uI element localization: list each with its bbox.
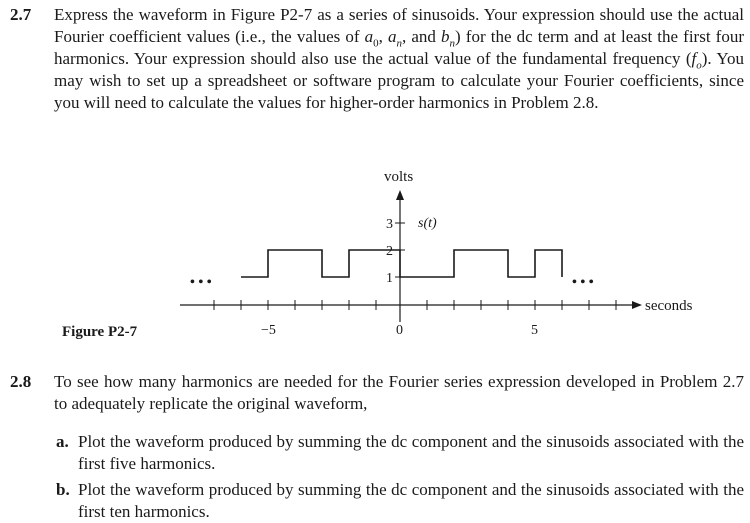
symbol-a0-sub: 0 — [373, 37, 379, 50]
y-axis-arrow-icon — [396, 190, 404, 200]
list-item-letter: b. — [56, 480, 70, 499]
figure-p2-7 — [0, 160, 750, 350]
symbol-bn-sub: n — [449, 37, 456, 50]
x-axis-arrow-icon — [632, 301, 642, 309]
problem-text-part: ). You may wish to set up a spreadsheet or software program to calculate your Fourier coefficients, since you will need to calculate the values for higher-order harmonics in Problem 2.8. — [54, 49, 744, 112]
symbol-an-sub: n — [396, 37, 402, 50]
x-axis-label: seconds — [645, 298, 693, 314]
list-item — [56, 479, 744, 523]
x-tick-label-neg5: −5 — [261, 323, 276, 338]
list-item — [56, 431, 744, 475]
figure-caption: Figure P2-7 — [62, 324, 138, 340]
y-tick-label-1: 1 — [386, 271, 393, 286]
x-tick-label-5: 5 — [531, 323, 538, 338]
problem-number: 2.7 — [10, 5, 32, 24]
signal-label: s(t) — [418, 216, 437, 231]
symbol-a0: a — [364, 27, 374, 46]
problem-text — [54, 4, 744, 114]
ellipsis-left: • • • — [190, 275, 212, 290]
problem-text-part: ) for the dc term and at least the first four harmonics. Your expression should also use the actual value of the fundamental frequency ( — [54, 27, 744, 68]
symbol-an: a — [388, 27, 397, 46]
waveform-signal — [241, 250, 562, 277]
ellipsis-right: • • • — [572, 275, 594, 290]
y-axis-label: volts — [384, 169, 414, 185]
list-item-letter: a. — [56, 432, 69, 451]
x-tick-label-0: 0 — [396, 323, 403, 338]
symbol-bn: b — [441, 27, 450, 46]
separator: , and — [402, 27, 442, 46]
y-tick-label-2: 2 — [386, 244, 393, 259]
list-item-text: Plot the waveform produced by summing the dc component and the sinusoids associated with the first ten harmonics. — [78, 480, 744, 521]
symbol-fo-sub: o — [696, 59, 702, 72]
problem-number: 2.8 — [10, 372, 32, 391]
separator: , — [378, 27, 388, 46]
symbol-fo: f — [691, 49, 697, 68]
y-tick-label-3: 3 — [386, 217, 393, 232]
problem-text: To see how many harmonics are needed for the Fourier series expression developed in Problem 2.7 to adequately replicate the original waveform, — [54, 372, 744, 413]
list-item-text: Plot the waveform produced by summing the dc component and the sinusoids associated with the first five harmonics. — [78, 432, 744, 473]
problem-text-part: Express the waveform in Figure P2-7 as a series of sinusoids. Your expression should use the actual Fourier coefficient values (i.e., the values of — [54, 5, 744, 46]
waveform-plot — [0, 160, 750, 350]
